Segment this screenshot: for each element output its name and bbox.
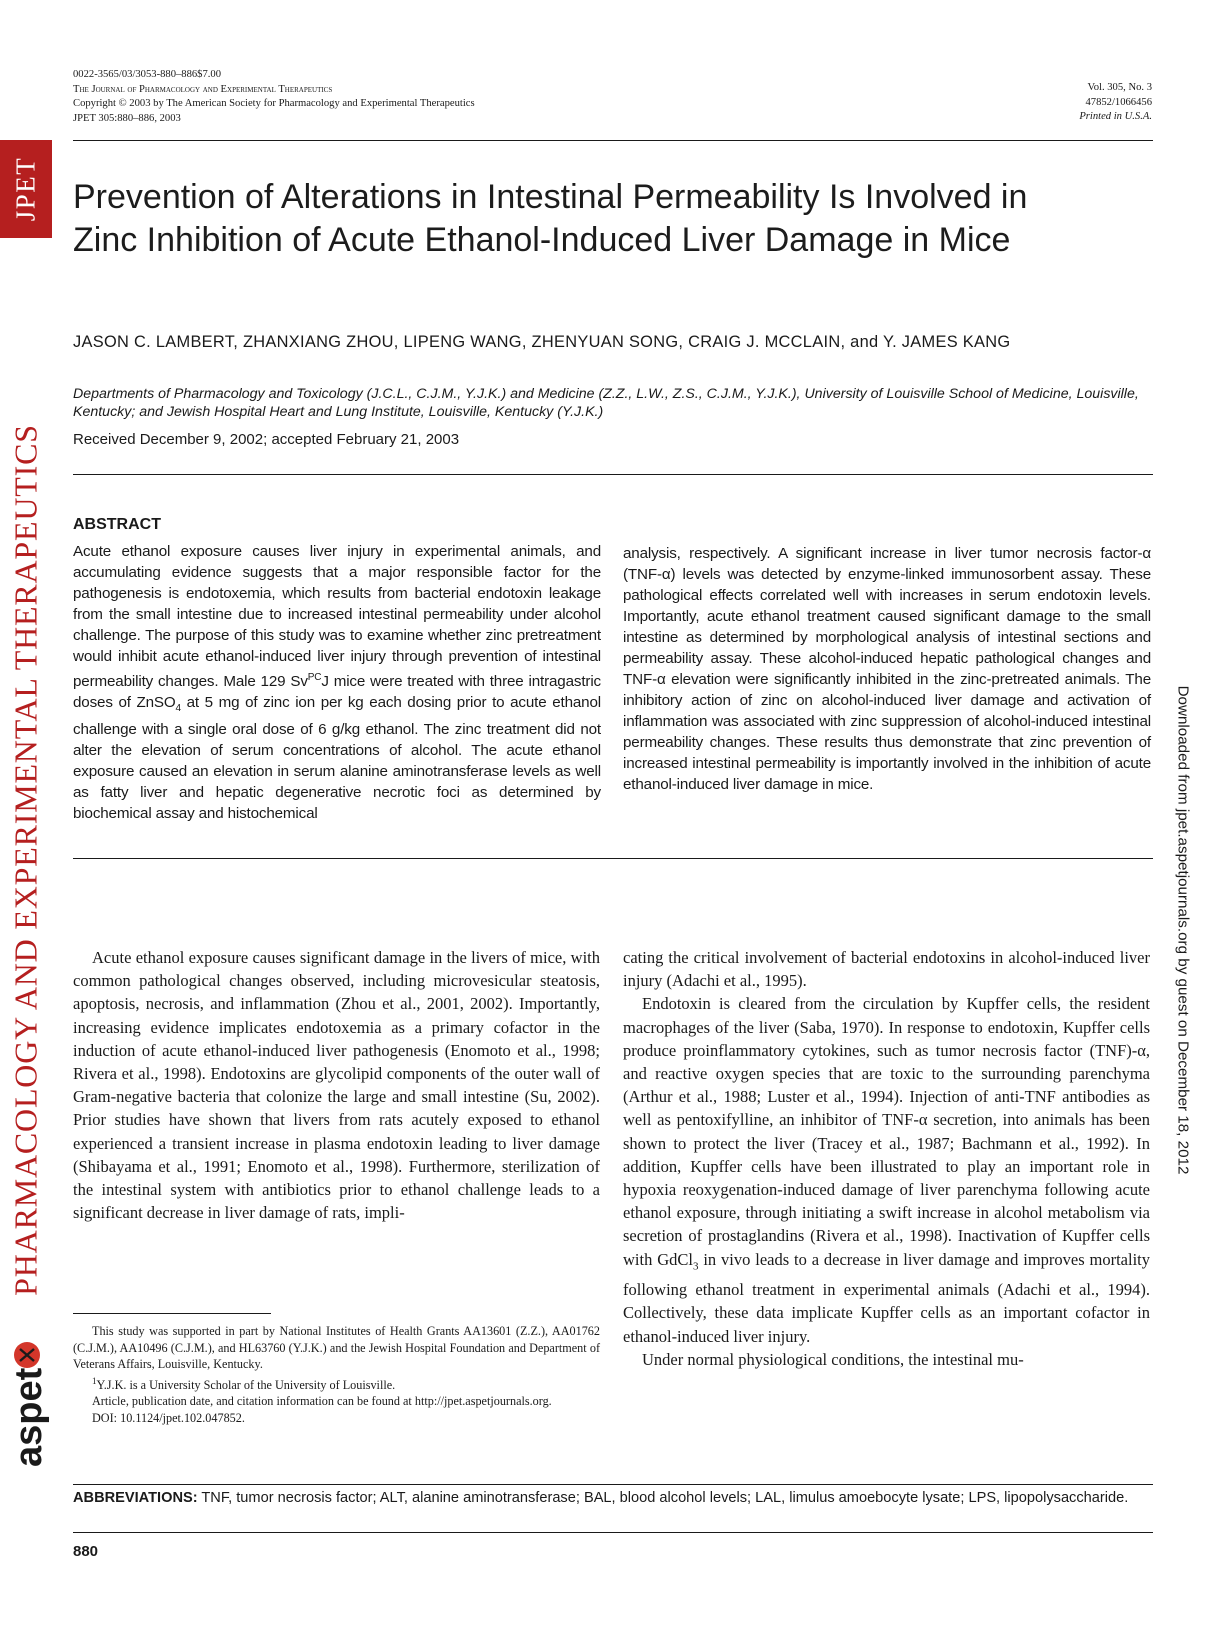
citation-footnote: Article, publication date, and citation information can be found at http://jpet.aspetjournals.org.	[92, 1394, 552, 1409]
footnote-mark: 1	[92, 1375, 97, 1386]
aspet-logo-icon	[2, 1330, 52, 1480]
author-list: JASON C. LAMBERT, ZHANXIANG ZHOU, LIPENG WANG, ZHENYUAN SONG, CRAIG J. MCCLAIN, and Y. JAMES KANG	[73, 333, 1011, 351]
header-rule	[73, 140, 1153, 141]
abstract-text-c: at 5 mg of zinc ion per kg each dosing prior to acute ethanol challenge with a single oral dose of 6 g/kg ethanol. The zinc treatment did not alter the elevation of serum concentrations of alcohol. The acute ethanol exposure caused an elevation in serum alanine aminotransferase levels as well as fatty liver and hepatic degenerative necrotic foci as determined by biochemical assay and histochemical	[73, 694, 601, 823]
page-number: 880	[73, 1543, 99, 1560]
body-text: in vivo leads to a decrease in liver damage and improves mortality following ethanol treatment in experimental animals (Adachi et al., 1994). Collectively, these data implicate Kupffer cells as an important cofactor in ethanol-induced liver injury.	[623, 1249, 1151, 1346]
article-title	[73, 176, 1163, 262]
footnote-rule	[73, 1313, 271, 1314]
abbreviations-bottom-rule	[73, 1532, 1153, 1533]
volume-info	[1079, 81, 1152, 125]
abbreviations-top-rule	[73, 1484, 1153, 1485]
abbreviations-text: TNF, tumor necrosis factor; ALT, alanine aminotransferase; BAL, blood alcohol levels; LAL, limulus amoebocyte lysate; LPS, lipopolysaccharide.	[197, 1490, 1129, 1506]
gdcl3-subscript: 3	[692, 1259, 699, 1272]
abstract-bottom-rule	[73, 858, 1153, 859]
issn-line: 0022-3565/03/3053-880–886$7.00	[73, 69, 222, 80]
abstract-heading: ABSTRACT	[73, 516, 161, 533]
abbreviations	[73, 1487, 1153, 1509]
scholar-footnote	[73, 1373, 600, 1394]
scholar-text: Y.J.K. is a University Scholar of the University of Louisville.	[96, 1377, 396, 1392]
svg-text:aspet: aspet	[8, 1367, 50, 1467]
volume-line: Vol. 305, No. 3	[1087, 82, 1152, 93]
body-paragraph	[623, 992, 1150, 1347]
received-dates: Received December 9, 2002; accepted February 21, 2003	[73, 431, 460, 448]
body-paragraph: Under normal physiological conditions, the intestinal mu-	[642, 1349, 1024, 1369]
znso4-subscript: 4	[175, 703, 181, 715]
abstract-left-column	[73, 541, 601, 824]
download-note: Downloaded from jpet.aspetjournals.org by guest on December 18, 2012	[1174, 685, 1192, 1175]
journal-header	[73, 68, 475, 126]
article-id: 47852/1066456	[1085, 96, 1152, 108]
body-paragraph: cating the critical involvement of bacterial endotoxins in alcohol-induced liver injury (Adachi et al., 1995).	[623, 948, 1150, 991]
jpet-label: JPET	[10, 156, 41, 222]
abstract-text-b: J mice were treated with three intragastric doses of ZnSO	[73, 673, 601, 712]
footnotes	[73, 1323, 600, 1427]
abstract-right-column: analysis, respectively. A significant increase in liver tumor necrosis factor-α (TNF-α) levels was detected by enzyme-linked immunosorbent assay. These pathological effects correlated well with increases in serum endotoxin levels. Importantly, acute ethanol treatment caused significant damage to the small intestine as determined by morphological analysis of intestinal sections and permeability assay. These alcohol-induced hepatic pathological changes and TNF-α elevation were significantly inhibited in the zinc-pretreated animals. The inhibitory action of zinc on alcohol-induced liver damage and activation of inflammation was associated with zinc suppression of alcohol-induced intestinal permeability changes. These results thus demonstrate that zinc prevention of increased intestinal permeability is importantly involved in the inhibition of acute ethanol-induced liver damage in mice.	[623, 545, 1151, 793]
title-line-1: Prevention of Alterations in Intestinal Permeability Is Involved in	[73, 178, 1028, 216]
abbreviations-label: ABBREVIATIONS:	[73, 1490, 198, 1506]
journal-name: The Journal of Pharmacology and Experimental Therapeutics	[73, 83, 333, 95]
doi-footnote: DOI: 10.1124/jpet.102.047852.	[92, 1411, 245, 1426]
body-right-column	[623, 946, 1150, 1371]
printed-line: Printed in U.S.A.	[1079, 111, 1152, 123]
citation-line: JPET 305:880–886, 2003	[73, 112, 181, 124]
body-left-column	[73, 946, 600, 1224]
title-line-2: Zinc Inhibition of Acute Ethanol-Induced Liver Damage in Mice	[73, 221, 1011, 259]
body-paragraph: Acute ethanol exposure causes significant damage in the livers of mice, with common pathological changes observed, including microvesicular steatosis, apoptosis, necrosis, and inflammation (Zhou et al., 2001, 2002). Importantly, increasing evidence implicates endotoxemia as a primary cofactor in the induction of acute ethanol-induced liver pathogenesis (Enomoto et al., 1998; Rivera et al., 1998). Endotoxins are glycolipid components of the outer wall of Gram-negative bacteria that colonize the large and small intestine (Su, 2002). Prior studies have shown that livers from rats acutely exposed to ethanol experienced a transient increase in plasma endotoxin leading to liver damage (Shibayama et al., 1991; Enomoto et al., 1998). Furthermore, sterilization of the intestinal system with antibiotics prior to ethanol challenge leads to a significant decrease in liver damage of rats, impli-	[73, 948, 600, 1223]
journal-side-title: PHARMACOLOGY AND EXPERIMENTAL THERAPEUTICS	[7, 424, 44, 1296]
abstract-top-rule	[73, 474, 1153, 475]
affiliations: Departments of Pharmacology and Toxicology (J.C.L., C.J.M., Y.J.K.) and Medicine (Z.Z., L.W., Z.S., C.J.M., Y.J.K.), University of Louisville School of Medicine, Louisville, Kentucky; and Jewish Hospital Heart and Lung Institute, Louisville, Kentucky (Y.J.K.)	[73, 386, 1139, 420]
strain-superscript: PC	[307, 672, 322, 683]
body-text: Endotoxin is cleared from the circulation by Kupffer cells, the resident macrophages of the liver (Saba, 1970). In response to endotoxin, Kupffer cells produce proinflammatory cytokines, such as tumor necrosis factor (TNF)-α, and reactive oxygen species that are toxic to the surrounding parenchyma (Arthur et al., 1988; Luster et al., 1994). Injection of anti-TNF antibodies as well as pentoxifylline, an inhibitor of TNF-α secretion, into animals has been shown to protect the liver (Tracey et al., 1987; Bachmann et al., 1992). In addition, Kupffer cells have been illustrated to play an important role in hypoxia reoxygenation-induced damage of liver parenchyma following acute ethanol exposure, through initiating a swift increase in alcohol metabolism via secretion of prostaglandins (Rivera et al., 1998). Inactivation of Kupffer cells with GdCl	[623, 994, 1150, 1269]
funding-footnote: This study was supported in part by National Institutes of Health Grants AA13601 (Z.Z.), AA01762 (C.J.M.), AA10496 (C.J.M.), and HL63760 (Y.J.K.) and the Jewish Hospital Foundation and Department of Veterans Affairs, Louisville, Kentucky.	[73, 1324, 600, 1372]
abstract-text-a: Acute ethanol exposure causes liver injury in experimental animals, and accumulating evidence suggests that a major responsible factor for the pathogenesis is endotoxemia, which results from bacterial endotoxin leakage from the small intestine due to increased intestinal permeability under alcohol challenge. The purpose of this study was to examine whether zinc pretreatment would inhibit acute ethanol-induced liver injury through prevention of intestinal permeability changes. Male 129 Sv	[73, 543, 601, 691]
copyright-line: Copyright © 2003 by The American Society for Pharmacology and Experimental Therapeutics	[73, 98, 475, 110]
